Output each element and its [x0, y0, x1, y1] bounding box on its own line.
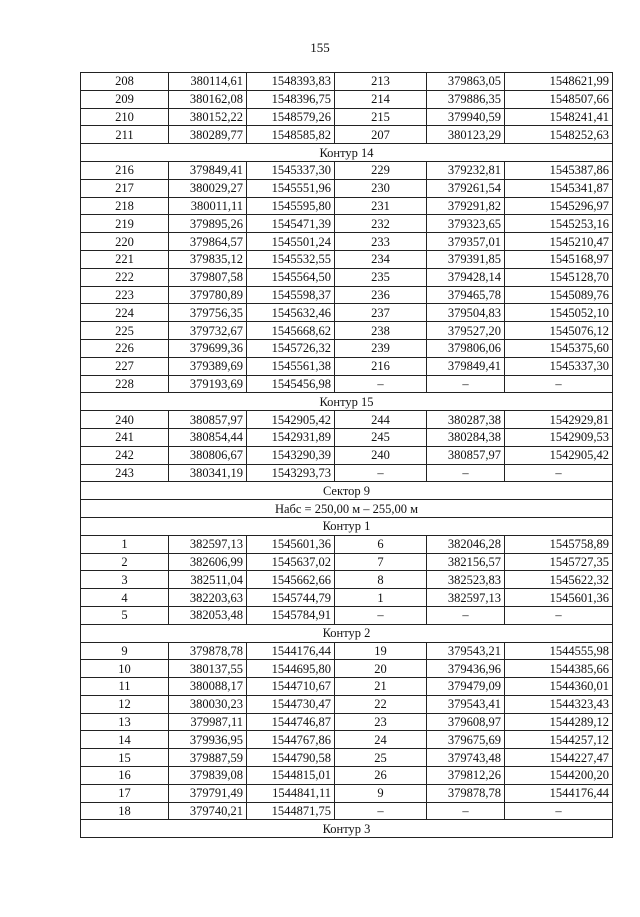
point-number-2: 213 [335, 73, 427, 91]
table-row [81, 749, 613, 767]
y-coordinate: 1545532,55 [247, 250, 335, 268]
y-coordinate-2: 1548621,99 [505, 73, 613, 91]
y-coordinate: 1545726,32 [247, 339, 335, 357]
y-coordinate-2: 1544200,20 [505, 767, 613, 785]
x-coordinate: 380088,17 [169, 678, 247, 696]
table-row [81, 571, 613, 589]
x-coordinate: 379699,36 [169, 339, 247, 357]
point-number: 217 [81, 179, 169, 197]
table-row [81, 375, 613, 393]
y-coordinate-2: 1542909,53 [505, 428, 613, 446]
point-number: 3 [81, 571, 169, 589]
point-number: 15 [81, 749, 169, 767]
point-number-2: 8 [335, 571, 427, 589]
y-coordinate: 1544767,86 [247, 731, 335, 749]
point-number-2: 216 [335, 357, 427, 375]
point-number-2: 1 [335, 589, 427, 607]
x-coordinate-2: – [427, 606, 505, 624]
point-number-2: 23 [335, 713, 427, 731]
point-number-2: 237 [335, 304, 427, 322]
y-coordinate: 1545637,02 [247, 553, 335, 571]
y-coordinate: 1544841,11 [247, 784, 335, 802]
point-number-2: 240 [335, 446, 427, 464]
x-coordinate: 379780,89 [169, 286, 247, 304]
x-coordinate: 380029,27 [169, 179, 247, 197]
point-number: 223 [81, 286, 169, 304]
point-number-2: 6 [335, 535, 427, 553]
x-coordinate: 379740,21 [169, 802, 247, 820]
coordinates-table-body [81, 73, 613, 838]
table-row [81, 606, 613, 624]
section-row [81, 393, 613, 411]
point-number-2: 245 [335, 428, 427, 446]
y-coordinate-2: 1545727,35 [505, 553, 613, 571]
table-row [81, 464, 613, 482]
x-coordinate-2: 379479,09 [427, 678, 505, 696]
x-coordinate-2: 379261,54 [427, 179, 505, 197]
x-coordinate-2: 379743,48 [427, 749, 505, 767]
x-coordinate: 380137,55 [169, 660, 247, 678]
y-coordinate: 1545662,66 [247, 571, 335, 589]
page-number: 155 [310, 40, 330, 55]
x-coordinate: 380341,19 [169, 464, 247, 482]
table-row [81, 161, 613, 179]
point-number-2: 244 [335, 411, 427, 429]
point-number-2: 19 [335, 642, 427, 660]
x-coordinate-2: – [427, 802, 505, 820]
x-coordinate-2: 379812,26 [427, 767, 505, 785]
y-coordinate-2: – [505, 606, 613, 624]
x-coordinate-2: 379428,14 [427, 268, 505, 286]
table-row [81, 215, 613, 233]
y-coordinate-2: – [505, 375, 613, 393]
y-coordinate-2: 1548252,63 [505, 126, 613, 144]
y-coordinate: 1545456,98 [247, 375, 335, 393]
x-coordinate-2: 382156,57 [427, 553, 505, 571]
y-coordinate-2: 1545296,97 [505, 197, 613, 215]
x-coordinate: 380854,44 [169, 428, 247, 446]
y-coordinate: 1545595,80 [247, 197, 335, 215]
point-number-2: 26 [335, 767, 427, 785]
point-number: 12 [81, 695, 169, 713]
y-coordinate-2: 1542929,81 [505, 411, 613, 429]
y-coordinate-2: 1548241,41 [505, 108, 613, 126]
y-coordinate-2: 1542905,42 [505, 446, 613, 464]
y-coordinate: 1542905,42 [247, 411, 335, 429]
x-coordinate: 379732,67 [169, 322, 247, 340]
point-number: 10 [81, 660, 169, 678]
point-number-2: 231 [335, 197, 427, 215]
x-coordinate: 379193,69 [169, 375, 247, 393]
x-coordinate-2: 379291,82 [427, 197, 505, 215]
y-coordinate: 1543293,73 [247, 464, 335, 482]
point-number-2: 236 [335, 286, 427, 304]
point-number: 5 [81, 606, 169, 624]
point-number: 225 [81, 322, 169, 340]
x-coordinate-2: 382046,28 [427, 535, 505, 553]
section-heading: Контур 1 [81, 517, 613, 535]
point-number-2: 7 [335, 553, 427, 571]
point-number: 224 [81, 304, 169, 322]
coordinates-table [80, 72, 613, 838]
y-coordinate-2: 1545601,36 [505, 589, 613, 607]
table-row [81, 660, 613, 678]
x-coordinate-2: 379232,81 [427, 161, 505, 179]
x-coordinate: 382511,04 [169, 571, 247, 589]
y-coordinate: 1548393,83 [247, 73, 335, 91]
x-coordinate-2: 380123,29 [427, 126, 505, 144]
y-coordinate-2: 1545622,32 [505, 571, 613, 589]
table-row [81, 642, 613, 660]
section-heading: Набс = 250,00 м – 255,00 м [81, 500, 613, 518]
table-row [81, 250, 613, 268]
x-coordinate-2: 379323,65 [427, 215, 505, 233]
y-coordinate: 1548396,75 [247, 90, 335, 108]
point-number-2: 24 [335, 731, 427, 749]
table-row [81, 428, 613, 446]
table-row [81, 233, 613, 251]
table-row [81, 179, 613, 197]
point-number-2: 232 [335, 215, 427, 233]
point-number: 228 [81, 375, 169, 393]
x-coordinate-2: 379436,96 [427, 660, 505, 678]
section-row [81, 500, 613, 518]
x-coordinate-2: 379806,06 [427, 339, 505, 357]
table-row [81, 268, 613, 286]
y-coordinate-2: 1544385,66 [505, 660, 613, 678]
y-coordinate-2: 1545758,89 [505, 535, 613, 553]
point-number-2: 207 [335, 126, 427, 144]
x-coordinate: 380030,23 [169, 695, 247, 713]
y-coordinate-2: 1545375,60 [505, 339, 613, 357]
table-row [81, 784, 613, 802]
x-coordinate-2: 379675,69 [427, 731, 505, 749]
table-row [81, 126, 613, 144]
point-number: 219 [81, 215, 169, 233]
y-coordinate: 1545784,91 [247, 606, 335, 624]
y-coordinate-2: 1545210,47 [505, 233, 613, 251]
section-heading: Контур 14 [81, 144, 613, 162]
x-coordinate: 380806,67 [169, 446, 247, 464]
section-heading: Контур 15 [81, 393, 613, 411]
point-number-2: 21 [335, 678, 427, 696]
x-coordinate: 380857,97 [169, 411, 247, 429]
x-coordinate-2: 379504,83 [427, 304, 505, 322]
y-coordinate-2: – [505, 802, 613, 820]
point-number: 13 [81, 713, 169, 731]
x-coordinate-2: 379886,35 [427, 90, 505, 108]
y-coordinate: 1544746,87 [247, 713, 335, 731]
y-coordinate-2: 1544176,44 [505, 784, 613, 802]
y-coordinate-2: 1544257,12 [505, 731, 613, 749]
point-number-2: 214 [335, 90, 427, 108]
x-coordinate: 379987,11 [169, 713, 247, 731]
point-number: 222 [81, 268, 169, 286]
x-coordinate: 380152,22 [169, 108, 247, 126]
y-coordinate: 1544790,58 [247, 749, 335, 767]
x-coordinate-2: 380857,97 [427, 446, 505, 464]
table-row [81, 678, 613, 696]
y-coordinate: 1544695,80 [247, 660, 335, 678]
x-coordinate: 379835,12 [169, 250, 247, 268]
x-coordinate-2: 380287,38 [427, 411, 505, 429]
x-coordinate-2: 380284,38 [427, 428, 505, 446]
point-number-2: 230 [335, 179, 427, 197]
y-coordinate: 1544815,01 [247, 767, 335, 785]
point-number: 218 [81, 197, 169, 215]
table-row [81, 286, 613, 304]
point-number: 220 [81, 233, 169, 251]
y-coordinate-2: 1544289,12 [505, 713, 613, 731]
x-coordinate-2: 379849,41 [427, 357, 505, 375]
y-coordinate: 1548585,82 [247, 126, 335, 144]
point-number-2: 22 [335, 695, 427, 713]
table-row [81, 357, 613, 375]
point-number-2: 239 [335, 339, 427, 357]
y-coordinate: 1548579,26 [247, 108, 335, 126]
table-row [81, 73, 613, 91]
y-coordinate-2: 1545128,70 [505, 268, 613, 286]
x-coordinate-2: 379543,21 [427, 642, 505, 660]
x-coordinate-2: 379391,85 [427, 250, 505, 268]
y-coordinate: 1545564,50 [247, 268, 335, 286]
point-number: 240 [81, 411, 169, 429]
point-number: 243 [81, 464, 169, 482]
y-coordinate-2: 1544227,47 [505, 749, 613, 767]
x-coordinate-2: 379878,78 [427, 784, 505, 802]
table-row [81, 713, 613, 731]
point-number-2: – [335, 606, 427, 624]
y-coordinate-2: 1544360,01 [505, 678, 613, 696]
y-coordinate: 1542931,89 [247, 428, 335, 446]
point-number-2: 238 [335, 322, 427, 340]
x-coordinate-2: 379527,20 [427, 322, 505, 340]
table-row [81, 90, 613, 108]
x-coordinate: 382597,13 [169, 535, 247, 553]
y-coordinate: 1545551,96 [247, 179, 335, 197]
point-number: 18 [81, 802, 169, 820]
y-coordinate-2: 1544555,98 [505, 642, 613, 660]
x-coordinate: 380289,77 [169, 126, 247, 144]
x-coordinate: 379791,49 [169, 784, 247, 802]
y-coordinate: 1545471,39 [247, 215, 335, 233]
x-coordinate: 382606,99 [169, 553, 247, 571]
table-row [81, 108, 613, 126]
y-coordinate: 1545744,79 [247, 589, 335, 607]
point-number: 16 [81, 767, 169, 785]
y-coordinate-2: 1548507,66 [505, 90, 613, 108]
section-row [81, 624, 613, 642]
point-number: 211 [81, 126, 169, 144]
x-coordinate: 379389,69 [169, 357, 247, 375]
x-coordinate: 380011,11 [169, 197, 247, 215]
y-coordinate: 1545561,38 [247, 357, 335, 375]
y-coordinate-2: 1545387,86 [505, 161, 613, 179]
x-coordinate-2: 379357,01 [427, 233, 505, 251]
y-coordinate: 1545601,36 [247, 535, 335, 553]
section-heading: Контур 3 [81, 820, 613, 838]
y-coordinate-2: 1545341,87 [505, 179, 613, 197]
x-coordinate: 379895,26 [169, 215, 247, 233]
table-row [81, 553, 613, 571]
x-coordinate-2: 382523,83 [427, 571, 505, 589]
point-number: 209 [81, 90, 169, 108]
point-number: 208 [81, 73, 169, 91]
table-row [81, 322, 613, 340]
y-coordinate-2: 1545337,30 [505, 357, 613, 375]
point-number: 242 [81, 446, 169, 464]
point-number: 11 [81, 678, 169, 696]
x-coordinate-2: 379940,59 [427, 108, 505, 126]
y-coordinate: 1544176,44 [247, 642, 335, 660]
section-row [81, 820, 613, 838]
x-coordinate-2: 382597,13 [427, 589, 505, 607]
section-row [81, 517, 613, 535]
point-number: 4 [81, 589, 169, 607]
point-number-2: – [335, 375, 427, 393]
point-number: 9 [81, 642, 169, 660]
y-coordinate: 1545668,62 [247, 322, 335, 340]
x-coordinate: 380162,08 [169, 90, 247, 108]
point-number-2: 233 [335, 233, 427, 251]
point-number-2: – [335, 802, 427, 820]
table-row [81, 731, 613, 749]
x-coordinate-2: – [427, 375, 505, 393]
x-coordinate: 382203,63 [169, 589, 247, 607]
x-coordinate: 379887,59 [169, 749, 247, 767]
table-row [81, 446, 613, 464]
x-coordinate: 379936,95 [169, 731, 247, 749]
table-row [81, 767, 613, 785]
y-coordinate-2: – [505, 464, 613, 482]
point-number: 210 [81, 108, 169, 126]
point-number: 241 [81, 428, 169, 446]
y-coordinate-2: 1545076,12 [505, 322, 613, 340]
point-number-2: 20 [335, 660, 427, 678]
y-coordinate-2: 1545052,10 [505, 304, 613, 322]
table-row [81, 695, 613, 713]
table-row [81, 802, 613, 820]
point-number: 216 [81, 161, 169, 179]
section-row [81, 144, 613, 162]
y-coordinate: 1543290,39 [247, 446, 335, 464]
y-coordinate: 1545337,30 [247, 161, 335, 179]
y-coordinate: 1544710,67 [247, 678, 335, 696]
table-row [81, 535, 613, 553]
x-coordinate-2: 379608,97 [427, 713, 505, 731]
point-number: 14 [81, 731, 169, 749]
x-coordinate: 380114,61 [169, 73, 247, 91]
point-number: 226 [81, 339, 169, 357]
table-row [81, 589, 613, 607]
point-number-2: – [335, 464, 427, 482]
section-heading: Контур 2 [81, 624, 613, 642]
point-number-2: 235 [335, 268, 427, 286]
x-coordinate: 379807,58 [169, 268, 247, 286]
point-number-2: 25 [335, 749, 427, 767]
y-coordinate: 1545501,24 [247, 233, 335, 251]
point-number: 227 [81, 357, 169, 375]
table-row [81, 197, 613, 215]
y-coordinate-2: 1545089,76 [505, 286, 613, 304]
point-number: 1 [81, 535, 169, 553]
y-coordinate: 1544730,47 [247, 695, 335, 713]
table-row [81, 304, 613, 322]
y-coordinate-2: 1544323,43 [505, 695, 613, 713]
table-row [81, 411, 613, 429]
x-coordinate-2: 379465,78 [427, 286, 505, 304]
y-coordinate: 1545632,46 [247, 304, 335, 322]
x-coordinate: 379839,08 [169, 767, 247, 785]
x-coordinate-2: – [427, 464, 505, 482]
section-heading: Сектор 9 [81, 482, 613, 500]
x-coordinate: 379849,41 [169, 161, 247, 179]
y-coordinate-2: 1545253,16 [505, 215, 613, 233]
x-coordinate: 382053,48 [169, 606, 247, 624]
x-coordinate-2: 379543,41 [427, 695, 505, 713]
point-number-2: 234 [335, 250, 427, 268]
point-number: 2 [81, 553, 169, 571]
point-number-2: 229 [335, 161, 427, 179]
y-coordinate: 1544871,75 [247, 802, 335, 820]
point-number: 17 [81, 784, 169, 802]
y-coordinate-2: 1545168,97 [505, 250, 613, 268]
y-coordinate: 1545598,37 [247, 286, 335, 304]
point-number: 221 [81, 250, 169, 268]
table-row [81, 339, 613, 357]
x-coordinate: 379756,35 [169, 304, 247, 322]
point-number-2: 215 [335, 108, 427, 126]
point-number-2: 9 [335, 784, 427, 802]
x-coordinate-2: 379863,05 [427, 73, 505, 91]
x-coordinate: 379864,57 [169, 233, 247, 251]
x-coordinate: 379878,78 [169, 642, 247, 660]
section-row [81, 482, 613, 500]
